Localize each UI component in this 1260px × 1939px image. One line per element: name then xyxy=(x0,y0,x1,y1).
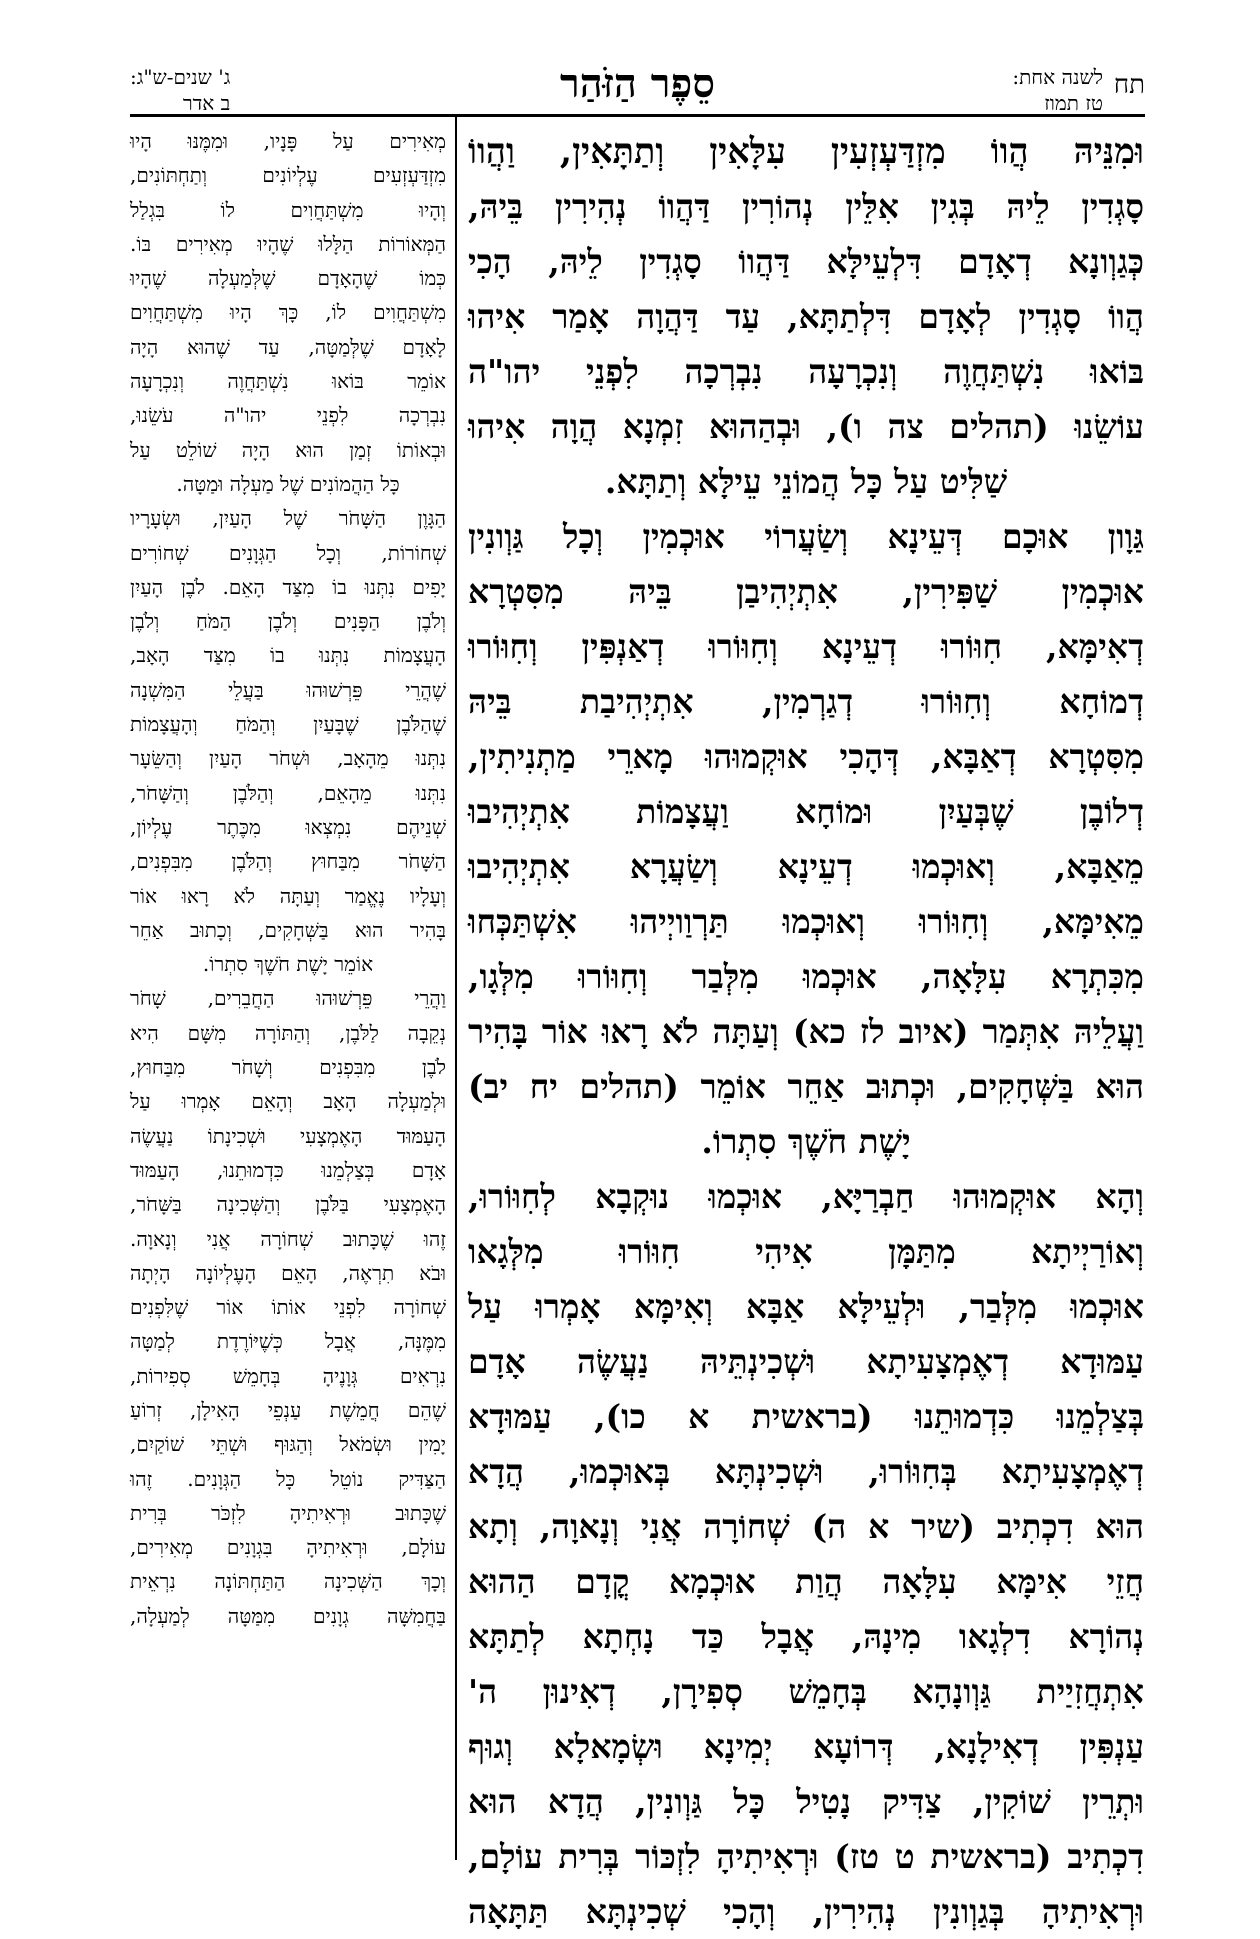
main-text-line: כְּגַוְונָא דְאָדָם דִּלְעֵילָּא דַּהֲווֹ סָגְדִין לֵיהּ, הָכִי xyxy=(468,242,1144,281)
main-text-line: הוּא דִכְתִיב (שיר א ה) שְׁחוֹרָה אֲנִי וְנָאוָה, וְתָא xyxy=(468,1507,1144,1546)
translation-line: יָמִין וּשְׂמֹאל וְהַגּוּף וּשְׁתֵּי שׁוֹקַיִם, xyxy=(130,1432,446,1457)
three-year-schedule xyxy=(130,64,230,116)
translation-line: שֶׁהַלֹּבֶן שֶׁבָּעַיִן וְהַמֹּחַ וְהָעֲצָמוֹת xyxy=(130,712,446,737)
years-date: ב אדר xyxy=(182,91,231,115)
translation-line: הַגָּוֶן הַשָּׁחֹר שֶׁל הָעַיִן, וּשְׂעָרָיו xyxy=(130,506,446,531)
translation-line: נִרְאִים גְּוָנֶיהָ בְּחָמֵשׁ סְפִירוֹת, xyxy=(130,1363,446,1388)
translation-line: מִמֶּנָּה, אֲבָל כְּשֶׁיּוֹרֶדֶת לְמַטָּה xyxy=(130,1329,446,1354)
translation-line: נִתְּנוּ מֵהָאָב, וּשְׁחֹר הָעַיִן וְהַשֵּׂעָר xyxy=(130,746,446,771)
main-text-line: מִכִּתְרָא עִלָּאָה, אוּכְמוּ מִלְּבַר וְחִוּוֹרוּ מִלְּגָו, xyxy=(468,957,1144,996)
main-text-line: דְאֶמְצָעִיתָא בְּחִוּוֹרוּ, וּשְׁכִינְתָּא בְּאוּכְמוּ, הֲדָא xyxy=(468,1452,1144,1491)
main-text-line: וּמִנֵּיהּ הֲווֹ מִזְדַּעְזְעִין עִלָּאִין וְתַתָּאִין, וַהֲווֹ xyxy=(468,131,1144,172)
translation-line: שֶׁכָּתוּב וּרְאִיתִיהָ לִזְכֹּר בְּרִית xyxy=(130,1500,446,1525)
translation-line: שְׁחוֹרָה לִפְנֵי אוֹתוֹ אוֹר שֶׁלִּפְנִים xyxy=(130,1295,446,1320)
main-text-line: דִכְתִיב (בראשית ט טז) וּרְאִיתִיהָ לִזְכּוֹר בְּרִית עוֹלָם, xyxy=(468,1837,1144,1876)
main-text-line: בּוֹאוּ נִשְׁתַּחֲוֶה וְנִכְרָעָה נִבְרְכָה לִפְנֵי יהו"ה xyxy=(468,352,1144,391)
translation-line: זֶהוּ שֶׁכָּתוּב שְׁחוֹרָה אֲנִי וְנָאוָה. xyxy=(130,1226,446,1251)
translation-line: שֶׁהֵם חֲמֵשֶׁת עַנְפֵי הָאִילָן, זְרוֹעַ xyxy=(130,1397,446,1422)
main-text-line: גַּוָון אוּכָם דְּעֵינָא וְשַׂעֲרוֹי אוּכְמִין וְכָל גַּוְונִין xyxy=(468,517,1144,556)
translation-line: וּבְאוֹתוֹ זְמַן הוּא הָיָה שׁוֹלֵט עַל xyxy=(130,437,446,462)
translation-line: שְׁנֵיהֶם נִמְצְאוּ מִכֶּתֶר עֶלְיוֹן, xyxy=(130,814,446,839)
header-rule xyxy=(130,114,1145,117)
schedule-date: טז תמוז xyxy=(1044,91,1103,115)
translation-line: לֹבֶן מִבִּפְנִים וְשָׁחֹר מִבַּחוּץ, xyxy=(130,1055,446,1080)
main-text-line: שַׁלִּיט עַל כָּל הֲמוֹנֵי עֵילָּא וְתַתָּא. xyxy=(604,462,1008,501)
translation-line: כָּל הַהֲמוֹנִים שֶׁל מַעְלָה וּמַטָּה. xyxy=(176,471,400,496)
years-label: ג' שנים-ש"ג: xyxy=(130,65,231,89)
main-text-line: וְאוֹרַיְיתָא מִתַּמָּן אִיהִי חִוּוֹרוּ מִלְּגָאו xyxy=(468,1232,1144,1271)
translation-line: הַצַּדִּיק נוֹטֵל כָּל הַגְּוָנִים. זֶהוּ xyxy=(130,1466,446,1491)
translation-line: הַשָּׁחֹר מִבַּחוּץ וְהַלֹּבֶן מִבִּפְנִים, xyxy=(130,849,446,874)
translation-line: נְקֵבָה לַלֹּבֶן, וְהַתּוֹרָה מִשָּׁם הִיא xyxy=(130,1020,446,1045)
main-text-line: וּתְרֵין שׁוֹקִין, צַדִּיק נָטִיל כָּל גַּוְונִין, הֲדָא הוּא xyxy=(468,1782,1144,1821)
main-text-line: עַמּוּדָא דְאֶמְצָעִיתָא וּשְׁכִינְתֵּיהּ נַעֲשֶׂה אָדָם xyxy=(468,1342,1144,1381)
main-text-line: בְּצַלְמֵנוּ כִּדְמוּתֵנוּ (בראשית א כו), עַמּוּדָא xyxy=(468,1397,1144,1436)
translation-line: הָעַמּוּד הָאֶמְצָעִי וּשְׁכִינָתוֹ נַעֲשֶׂה xyxy=(130,1123,446,1148)
translation-line: בָּהִיר הוּא בַּשְּׁחָקִים, וְכָתוּב אַחֵר xyxy=(130,917,446,942)
main-text-line: מֵאִימָּא, וְחִוּוֹרוּ וְאוּכְמוּ תַּרְוַויְיהוּ אִשְׁתַּכְּחוּ xyxy=(468,902,1144,941)
translation-line: מְאִירִים עַל פָּנָיו, וּמִמֶּנּוּ הָיוּ xyxy=(130,129,446,153)
translation-line: וְהָיוּ מִשְׁתַּחֲוִים לוֹ בִּגְלַל xyxy=(130,197,446,222)
schedule-label: לשנה אחת: xyxy=(1012,65,1103,89)
main-text-line: אִתְחֲזִיַית גַּוְונָהָא בְּחָמֵשׁ סְפִירָן, דְאִינוּן ה' xyxy=(468,1672,1144,1711)
translation-line: אָדָם בְּצַלְמֵנוּ כִּדְמוּתֵנוּ, הָעַמּוּד xyxy=(130,1157,446,1182)
translation-line: יָפִים נִתְּנוּ בוֹ מִצַּד הָאֵם. לֹבֶן הָעַיִן xyxy=(130,574,446,599)
translation-line: וַהֲרֵי פֵּרְשׁוּהוּ הַחֲבֵרִים, שָׁחֹר xyxy=(130,986,446,1011)
translation-line: מִזְדַּעְזְעִים עֶלְיוֹנִים וְתַחְתּוֹנִים, xyxy=(130,163,446,188)
translation-line: וְכָךְ הַשְּׁכִינָה הַתַּחְתּוֹנָה נִרְאֵית xyxy=(130,1569,446,1594)
page-header xyxy=(130,60,1145,130)
translation-column xyxy=(130,124,446,1633)
translation-line: מִשְׁתַּחֲוִים לוֹ, כָּךְ הָיוּ מִשְׁתַּחֲוִים xyxy=(130,300,446,325)
main-text-line: יָשֶׁת חֹשֶׁךְ סִתְרוֹ. xyxy=(701,1122,911,1161)
main-text-line: דְלוֹבֶן שֶׁבְּעַיִן וּמוֹחָא וַעֲצָמוֹת אִתְיְהִיבוּ xyxy=(468,792,1144,831)
translation-line: אוֹמֵר יָשֶׁת חֹשֶׁךְ סִתְרוֹ. xyxy=(202,952,374,977)
translation-line: וּבֹא תִרְאֶה, הָאֵם הָעֶלְיוֹנָה הָיְתָה xyxy=(130,1260,446,1285)
main-text-line: הוּא בַּשְּׁחָקִים, וּכְתוּב אַחֵר אוֹמֵר (תהלים יח יב) xyxy=(468,1067,1144,1106)
main-text-line: אוּכְמִין שַׁפִּירִין, אִתְיְהִיבַן בֵּיהּ מִסִּטְרָא xyxy=(468,572,1144,611)
translation-line: שֶׁהֲרֵי פֵּרְשׁוּהוּ בַּעֲלֵי הַמִּשְׁנָה xyxy=(130,677,446,702)
main-text-line: מֵאַבָּא, וְאוּכְמוּ דְעֵינָא וְשַׂעֲרָא אִתְיְהִיבוּ xyxy=(468,847,1144,886)
translation-line: וְלֹבֶן הַפָּנִים וְלֹבֶן הַמֹּחַ וְלֹבֶן xyxy=(130,609,446,634)
translation-line: עוֹלָם, וּרְאִיתִיהָ בִּגְוָנִים מְאִירִים, xyxy=(130,1535,446,1560)
main-text-line: עַנְפִּין דְאִילָנָא, דְּרוֹעָא יְמִינָא וּשְׂמָאלָא וְגוּף xyxy=(468,1727,1144,1766)
translation-line: נִבְרְכָה לִפְנֵי יהו"ה עֹשֵׂנוּ, xyxy=(130,403,446,428)
main-text-line: נְהוֹרָא דִלְגָאו מִינָהּ, אֲבָל כַּד נָחְתָא לְתַתָּא xyxy=(468,1617,1144,1656)
main-text-line: דְאִימָּא, חִוּוֹרוּ דְעֵינָא וְחִוּוֹרוּ דְאַנְפִּין וְחִוּוֹרוּ xyxy=(468,627,1144,666)
translation-line: נִתְּנוּ מֵהָאֵם, וְהַלֹּבֶן וְהַשָּׁחֹר, xyxy=(130,780,446,805)
book-title: סֵפֶר הַזֹּהַר xyxy=(560,60,715,107)
translation-line: אוֹמֵר בּוֹאוּ נִשְׁתַּחֲוֶה וְנִכְרָעָה xyxy=(130,369,446,394)
translation-line: לָאָדָם שֶׁלְּמַטָּה, עַד שֶׁהוּא הָיָה xyxy=(130,334,446,359)
main-text-line: הֲווֹ סָגְדִין לְאָדָם דִּלְתַתָּא, עַד דַּהֲוָה אָמַר אִיהוּ xyxy=(468,297,1144,336)
main-text-line: וַעֲלֵיהּ אִתְּמַר (איוב לז כא) וְעַתָּה לֹא רָאוּ אוֹר בָּהִיר xyxy=(468,1012,1144,1051)
main-text-line: עוֹשֵׂנוּ (תהלים צה ו), וּבְהַהוּא זִמְנָא הֲוָה אִיהוּ xyxy=(468,407,1144,446)
page-number: תח xyxy=(1113,70,1145,100)
main-text-line: דְמוֹחָא וְחִוּוֹרוּ דְגַרְמִין, אִתְיְהִיבַת בֵּיהּ xyxy=(468,682,1144,721)
translation-line: הָעֲצָמוֹת נִתְּנוּ בוֹ מִצַּד הָאָב, xyxy=(130,643,446,668)
column-divider xyxy=(455,116,457,1860)
main-text-line: סָגְדִין לֵיהּ בְּגִין אִלֵּין נְהוֹרִין דַּהֲווֹ נְהִירִין בֵּיהּ, xyxy=(468,187,1144,226)
translation-line: הַמְּאוֹרוֹת הַלָּלוּ שֶׁהָיוּ מְאִירִים בּוֹ. xyxy=(130,231,446,256)
main-text-line: חֲזֵי אִימָּא עִלָּאָה הֲוַת אוּכְמָא קֳדָם הַהוּא xyxy=(468,1562,1144,1601)
main-text-line: מִסִּטְרָא דְאַבָּא, דְּהָכִי אוּקְמוּהוּ מָארֵי מַתְנִיתִין, xyxy=(468,737,1144,776)
main-text-line: וּרְאִיתִיהָ בְּגַוְונִין נְהִירִין, וְהָכִי שְׁכִינְתָּא תַּתָּאָה xyxy=(468,1892,1144,1931)
aramaic-text-column xyxy=(468,124,1144,1939)
translation-line: וְעָלָיו נֶאֱמַר וְעַתָּה לֹא רָאוּ אוֹר xyxy=(130,883,446,908)
translation-line: שְׁחוֹרוֹת, וְכָל הַגְּוָנִים שְׁחוֹרִים xyxy=(130,540,446,565)
translation-line: הָאֶמְצָעִי בַּלֹּבֶן וְהַשְּׁכִינָה בַּשָּׁחֹר, xyxy=(130,1192,446,1217)
main-text-line: וְהָא אוּקְמוּהוּ חַבְרַיָּא, אוּכְמוּ נוּקְבָא לְחִוּוֹרוּ, xyxy=(468,1177,1144,1216)
translation-line: כְּמוֹ שֶׁהָאָדָם שֶׁלְּמַעְלָה שֶׁהָיוּ xyxy=(130,266,446,291)
main-text-line: אוּכְמוּ מִלְּבַר, וּלְעֵילָּא אַבָּא וְאִימָּא אָמְרוּ עַל xyxy=(468,1287,1144,1326)
translation-line: בַּחֲמִשָּׁה גְוָנִים מִמַּטָּה לְמַעְלָה, xyxy=(130,1603,446,1628)
translation-line: וּלְמַעְלָה הָאָב וְהָאֵם אָמְרוּ עַל xyxy=(130,1089,446,1114)
